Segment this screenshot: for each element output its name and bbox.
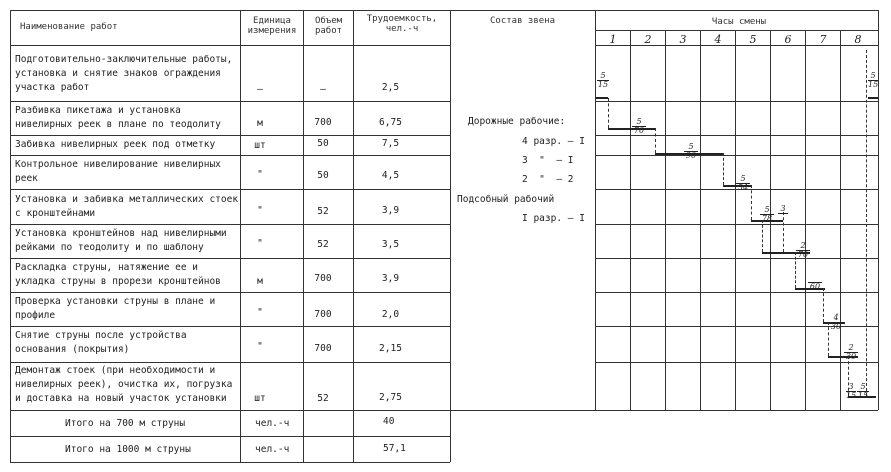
total-700-label: Итого на 700 м струны	[65, 418, 186, 429]
schedule-label: $\frac{2}{70}$	[797, 241, 809, 259]
total-1000-label: Итого на 1000 м струны	[65, 444, 191, 455]
schedule-label: $\frac{5}{15}$	[868, 71, 879, 89]
schedule-label: $\frac{2}{30}$	[845, 343, 857, 361]
work-name: Забивка нивелирных реек под отметку	[15, 139, 216, 150]
header-unit: Единица измерения	[247, 16, 297, 36]
labor-cell: 6,75	[379, 117, 402, 128]
schedule-label: $\frac{3}{15}$	[846, 382, 857, 400]
labor-cell: 2,75	[379, 392, 402, 403]
unit-cell: –	[257, 84, 263, 95]
labor-cell: 7,5	[381, 138, 400, 149]
crew-road-workers: Дорожные рабочие:	[468, 116, 566, 127]
hour-5: 5	[749, 33, 757, 46]
unit-cell: шт	[254, 393, 266, 404]
schedule-label: $\frac{5}{90}$	[685, 142, 697, 160]
volume-cell: 52	[317, 206, 329, 217]
schedule-label: $\frac{5}{78}$	[761, 205, 773, 223]
work-name: Демонтаж стоек (при необходимости и нивелирных реек), очистка их, погрузка и доставка на новый участок установки	[15, 365, 233, 404]
volume-cell: 52	[317, 239, 329, 250]
schedule-label: $\frac{5}{15}$	[857, 382, 869, 400]
unit-cell: м	[257, 276, 263, 287]
schedule-bar	[868, 97, 878, 99]
labor-cell: 2,15	[379, 343, 402, 354]
schedule-label: $\frac{5}{54}$	[737, 174, 749, 192]
labor-cell: 3,5	[381, 239, 400, 250]
labor-cell: 3,9	[381, 205, 400, 216]
crew-helper: Подсобный рабочий	[457, 194, 555, 205]
header-work: Наименование работ	[20, 22, 118, 32]
labor-cell: 2,0	[381, 309, 400, 320]
schedule-link	[751, 185, 752, 220]
hour-7: 7	[819, 33, 827, 46]
work-name: Установка кронштейнов над нивелирными рейками по теодолиту и по шаблону	[15, 228, 227, 253]
schedule-label: $\frac{5}{70}$	[633, 117, 645, 135]
crew-helper-rank: I разр. – I	[522, 213, 585, 224]
crew-rank4: 4 разр. – I	[522, 136, 585, 147]
schedule-link	[655, 128, 656, 153]
volume-cell: 50	[317, 170, 329, 181]
unit-cell: шт	[254, 140, 266, 151]
labor-cell: 4,5	[381, 170, 400, 181]
schedule-link	[783, 212, 784, 252]
schedule-label: 3	[778, 205, 788, 214]
schedule-label: $\frac{5}{15}$	[597, 71, 609, 89]
crew-rank3: 3 " – I	[522, 155, 574, 166]
hour-3: 3	[679, 33, 687, 46]
volume-cell: 50	[317, 138, 329, 149]
schedule-link	[866, 50, 867, 396]
volume-cell: 52	[317, 393, 329, 404]
labor-cell: 3,9	[381, 273, 400, 284]
unit-cell: м	[257, 118, 263, 129]
work-name: Подготовительно-заключительные работы, установка и снятие знаков ограждения участка работ	[15, 54, 233, 93]
unit-cell: "	[257, 205, 263, 216]
unit-cell: "	[257, 341, 263, 352]
crew-rank2: 2 " – 2	[522, 174, 574, 185]
hour-8: 8	[854, 33, 862, 46]
work-name: Установка и забивка металлических стоек с кронштейнами	[15, 194, 239, 219]
total-700-value: 40	[383, 416, 395, 427]
volume-cell: 700	[314, 309, 332, 320]
work-name: Проверка установки струны в плане и профиле	[15, 296, 216, 321]
unit-cell: "	[257, 307, 263, 318]
hour-4: 4	[714, 33, 722, 46]
volume-cell: 700	[314, 117, 332, 128]
work-name: Раскладка струны, натяжение ее и укладка струны в прорези кронштейнов	[15, 262, 221, 287]
hour-6: 6	[784, 33, 792, 46]
schedule-bar	[596, 97, 608, 99]
header-crew: Состав звена	[489, 16, 556, 26]
schedule-link	[723, 153, 724, 185]
labor-cell: 2,5	[381, 82, 400, 93]
volume-cell: 700	[314, 273, 332, 284]
total-1000-value: 57,1	[383, 443, 406, 454]
unit-cell: "	[257, 238, 263, 249]
unit-cell: "	[257, 169, 263, 180]
header-volume: Объем работ	[314, 16, 343, 36]
schedule-link	[823, 288, 824, 322]
work-name: Контрольное нивелирование нивелирных реек	[15, 159, 221, 184]
header-hours: Часы смены	[711, 17, 767, 27]
total-1000-unit: чел.-ч	[255, 444, 290, 455]
work-name: Разбивка пикетажа и установка нивелирных реек в плане по теодолиту	[15, 105, 221, 130]
total-700-unit: чел.-ч	[255, 418, 290, 429]
hour-1: 1	[609, 33, 617, 46]
schedule-label: $\frac{4}{30}$	[830, 313, 842, 331]
schedule-label: 60	[809, 282, 821, 291]
work-name: Снятие струны после устройства основания (покрытия)	[15, 330, 187, 355]
header-labor: Трудоемкость, чел.-ч	[366, 14, 438, 34]
schedule-link	[762, 220, 763, 252]
volume-cell: 700	[314, 343, 332, 354]
hour-2: 2	[644, 33, 652, 46]
volume-cell: –	[320, 84, 326, 95]
schedule-link	[608, 98, 609, 128]
